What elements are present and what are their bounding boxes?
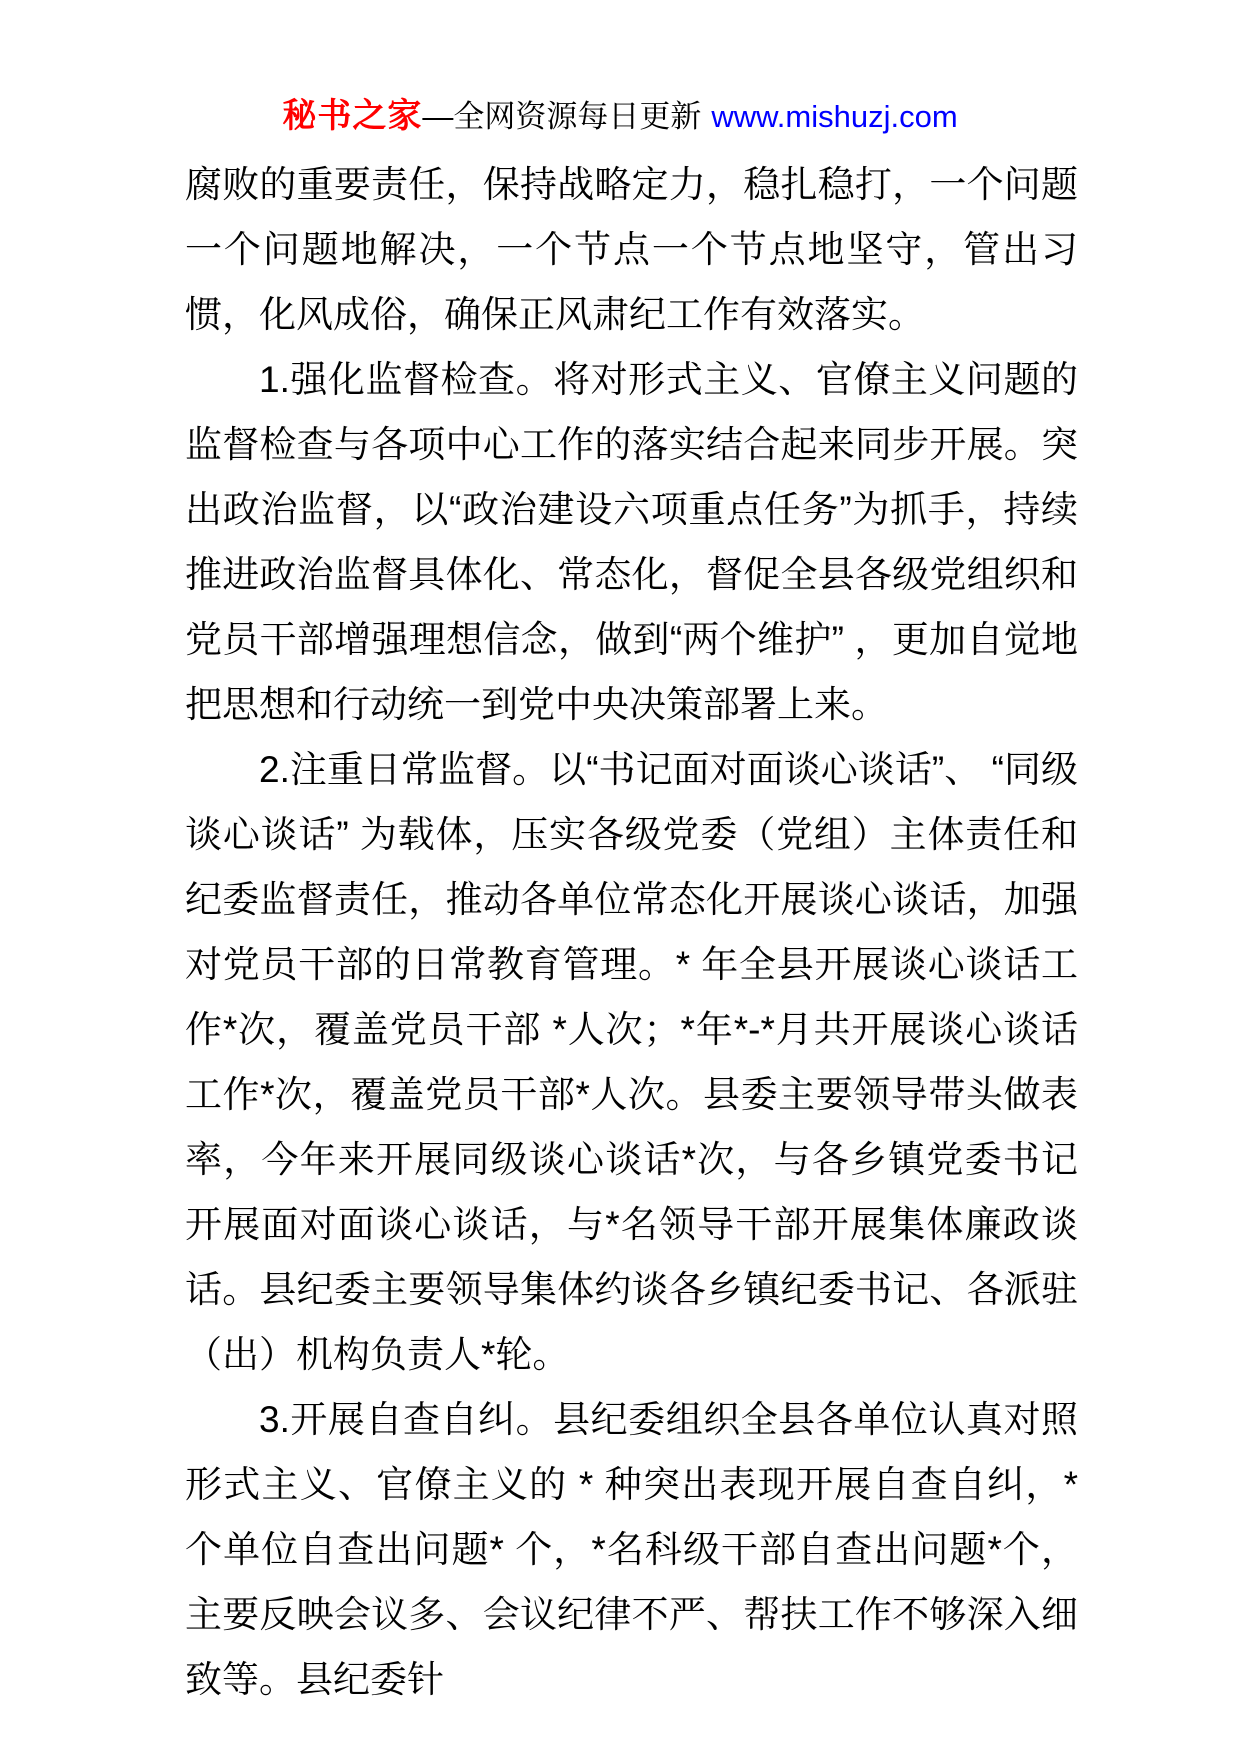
site-tagline: 全网资源每日更新 xyxy=(453,99,702,134)
document-body xyxy=(185,152,1078,1712)
site-brand: 秘书之家 xyxy=(282,97,423,135)
page-header xyxy=(0,96,1240,137)
site-url-link[interactable]: www.mishuzj.com xyxy=(711,99,958,134)
paragraph-item-2: 2.注重日常监督。以“书记面对面谈心谈话”、 “同级谈心谈话” 为载体，压实各级党委（党组）主体责任和纪委监督责任，推动各单位常态化开展谈心谈话，加强对党员干部的日常教育管理。* 年全县开展谈心谈话工作*次，覆盖党员干部 *人次；*年*-*月共开展谈心谈话工作*次，覆盖党员干部*人次。县委主要领导带头做表率，今年来开展同级谈心谈话*次，与各乡镇党委书记开展面对面谈心谈话，与*名领导干部开展集体廉政谈话。县纪委主要领导集体约谈各乡镇纪委书记、各派驻（出）机构负责人*轮。 xyxy=(185,749,1078,1375)
header-separator-dash: — xyxy=(422,99,454,134)
paragraph-item-1: 1.强化监督检查。将对形式主义、官僚主义问题的监督检查与各项中心工作的落实结合起来同步开展。突出政治监督，以“政治建设六项重点任务”为抓手，持续推进政治监督具体化、常态化，督促全县各级党组织和党员干部增强理想信念，做到“两个维护” ，更加自觉地把思想和行动统一到党中央决策部署上来。 xyxy=(185,359,1078,725)
paragraph-item-3: 3.开展自查自纠。县纪委组织全县各单位认真对照形式主义、官僚主义的 * 种突出表现开展自查自纠，*个单位自查出问题* 个，*名科级干部自查出问题*个，主要反映会议多、会议纪律不严、帮扶工作不够深入细致等。县纪委针 xyxy=(185,1399,1078,1700)
paragraph-continuation: 腐败的重要责任，保持战略定力，稳扎稳打，一个问题一个问题地解决，一个节点一个节点地坚守，管出习惯，化风成俗，确保正风肃纪工作有效落实。 xyxy=(185,164,1078,335)
